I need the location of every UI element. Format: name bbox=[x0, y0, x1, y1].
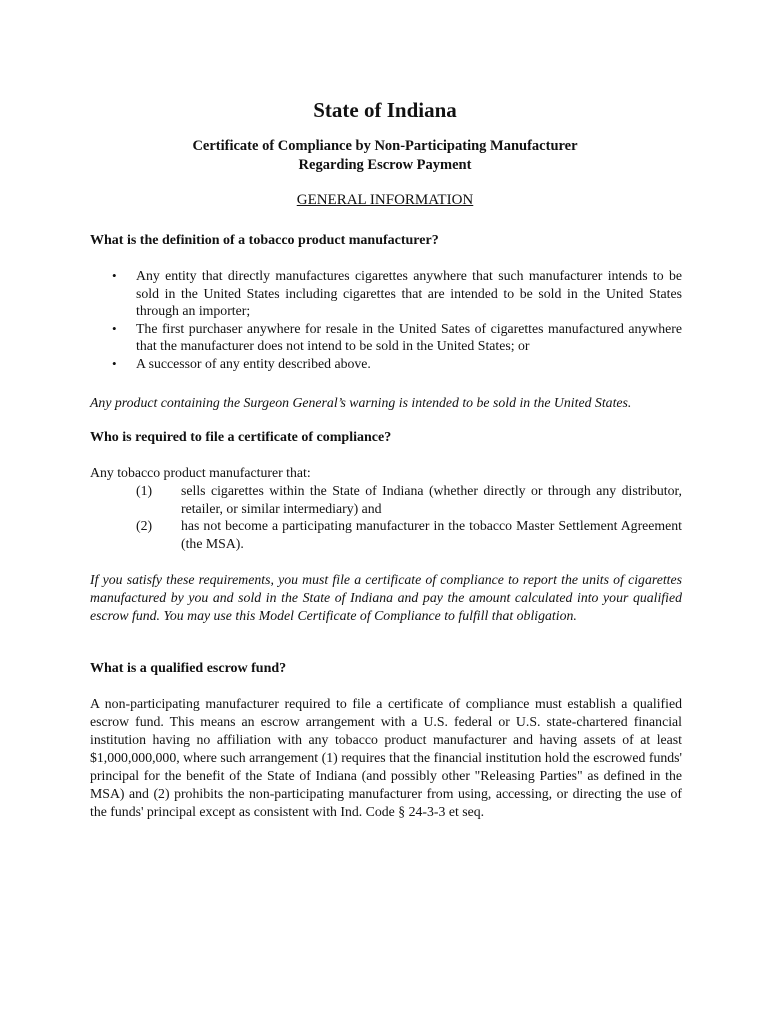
bullet-icon: • bbox=[112, 268, 117, 283]
definition-bullet-list bbox=[90, 267, 682, 372]
who-files-intro: Any tobacco product manufacturer that: bbox=[90, 465, 311, 480]
requirement-number: (1) bbox=[136, 483, 153, 498]
list-item: • Any entity that directly manufactures cigarettes anywhere that such manufacturer intends to be sold in the United States including cigarettes that are intended to be sold in the United States through an importer; bbox=[112, 268, 682, 318]
subtitle-line-2: Regarding Escrow Payment bbox=[298, 157, 472, 173]
bullet-icon: • bbox=[112, 320, 117, 336]
bullet-icon: • bbox=[112, 355, 117, 371]
requirement-item-1 bbox=[90, 482, 682, 517]
question-definition: What is the definition of a tobacco product manufacturer? bbox=[90, 233, 439, 248]
requirement-text: sells cigarettes within the State of Indiana (whether directly or through any distributor, retailer, or similar intermediary) and bbox=[181, 483, 682, 516]
list-item: • A successor of any entity described above. bbox=[112, 355, 371, 371]
subtitle-line-1: Certificate of Compliance by Non-Participating Manufacturer bbox=[192, 138, 578, 154]
section-heading: GENERAL INFORMATION bbox=[296, 192, 474, 208]
requirement-text: has not become a participating manufacturer in the tobacco Master Settlement Agreement (the MSA). bbox=[181, 518, 682, 551]
requirement-item-2 bbox=[90, 517, 682, 552]
list-item: • The first purchaser anywhere for resale in the United Sates of cigarettes manufactured anywhere that the manufacturer does not intend to be sold in the United States; or bbox=[112, 320, 682, 353]
requirement-number: (2) bbox=[136, 518, 153, 533]
surgeon-general-note: Any product containing the Surgeon General’s warning is intended to be sold in the United States. bbox=[90, 395, 632, 410]
question-who-files: Who is required to file a certificate of compliance? bbox=[90, 430, 392, 445]
question-escrow-fund: What is a qualified escrow fund? bbox=[90, 661, 287, 676]
document-title: State of Indiana bbox=[313, 98, 457, 122]
filing-requirement-note: If you satisfy these requirements, you must file a certificate of compliance to report the units of cigarettes manufactured by you and sold in the State of Indiana and pay the amount calculated into your qualified escrow fund. You may use this Model Certificate of Compliance to fulfill that obligation. bbox=[90, 572, 682, 623]
document-subtitle bbox=[0, 137, 770, 175]
escrow-fund-answer: A non-participating manufacturer required to file a certificate of compliance must establish a qualified escrow fund. This means an escrow arrangement with a U.S. federal or U.S. state-chartered financial institution having no affiliation with any tobacco product manufacturer and having assets of at least $1,000,000,000, where such arrangement (1) requires that the financial institution hold the escrowed funds' principal for the benefit of the State of Indiana (and possibly other "Releasing Parties" as defined in the MSA) and (2) prohibits the non-participating manufacturer from using, accessing, or directing the use of the funds' principal except as consistent with Ind. Code § 24-3-3 et seq. bbox=[90, 696, 682, 819]
